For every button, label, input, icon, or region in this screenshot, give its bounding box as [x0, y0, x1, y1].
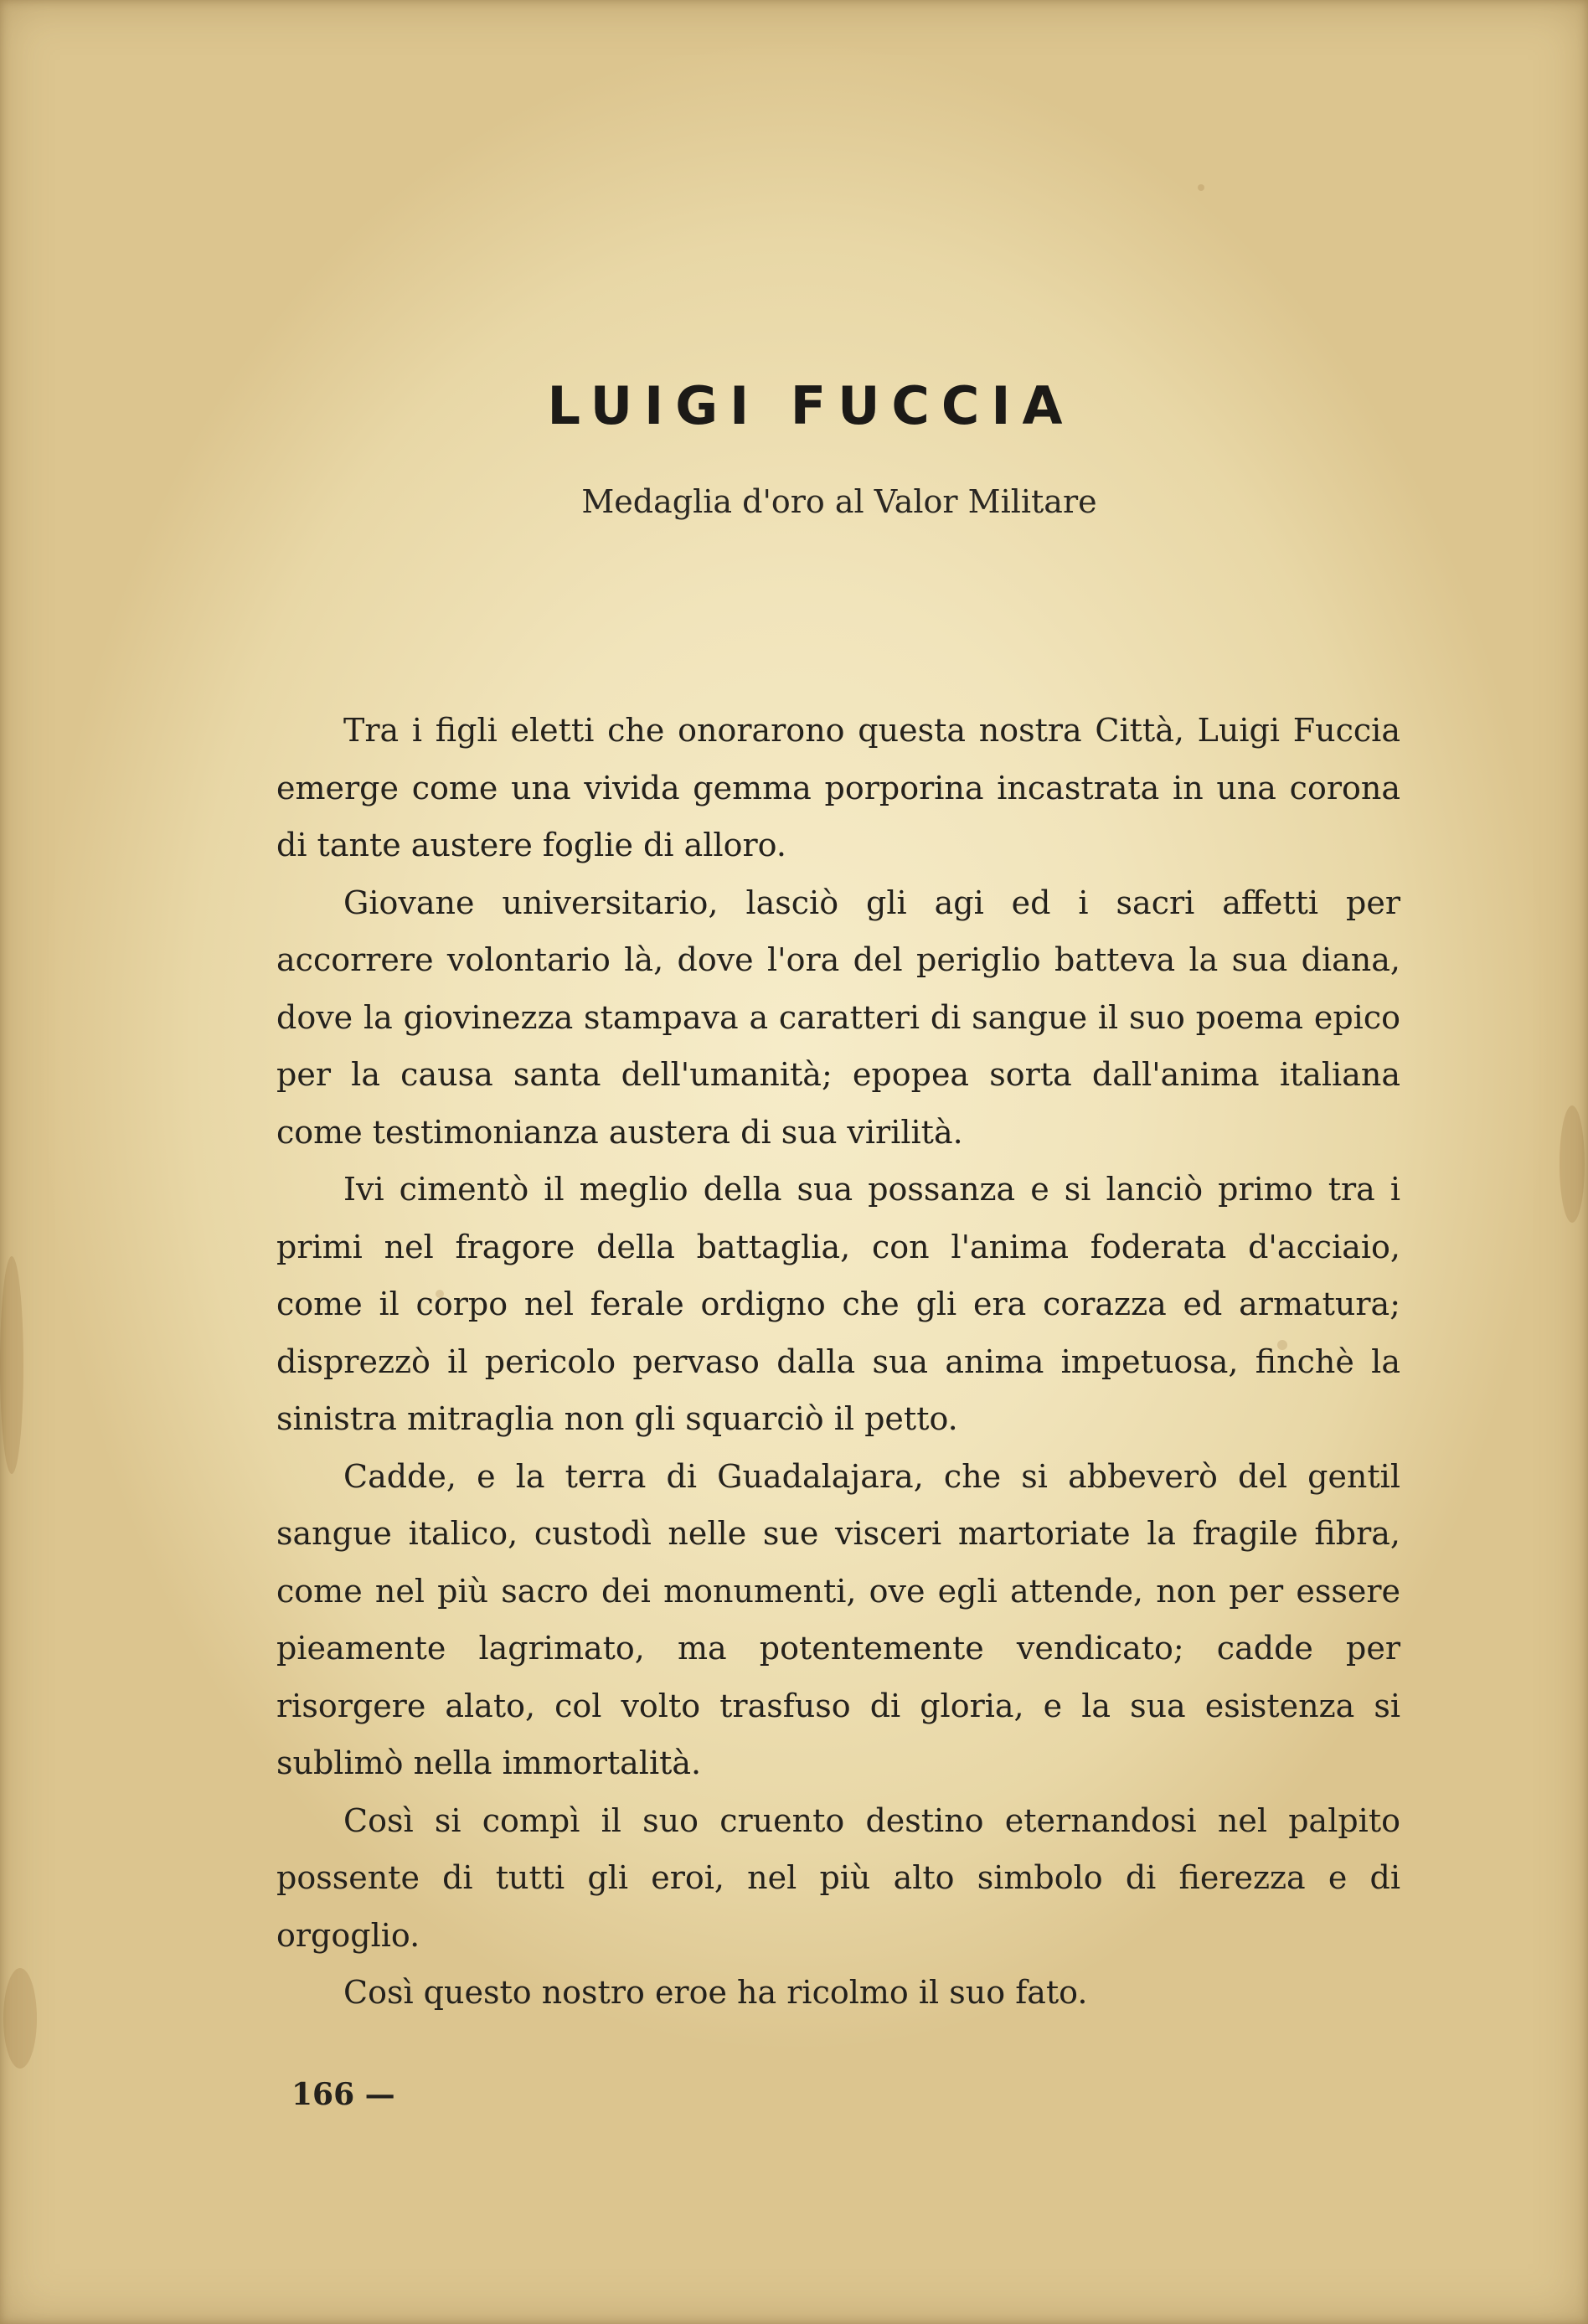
body-text: [276, 702, 1400, 2022]
paragraph: Giovane universitario, lasciò gli agi ed i sacri affetti per accorrere volontario là, dove l'ora del periglio batteva la sua diana, dove la giovinezza stampava a caratteri di sangue il suo poema epico per la causa santa dell'umanità; epopea sorta dall'anima italiana come testimonianza austera di sua virilità.: [276, 884, 1400, 1151]
paragraph: Così si compì il suo cruento destino eternandosi nel palpito possente di tutti gli eroi, nel più alto simbolo di fierezza e di orgoglio.: [276, 1801, 1400, 1954]
stain: [3, 1968, 37, 2069]
page-number: 166 —: [291, 2077, 395, 2112]
stain: [0, 1256, 23, 1474]
paragraph: Ivi cimentò il meglio della sua possanza e si lanciò primo tra i primi nel fragore della battaglia, con l'anima foderata d'acciaio, come il corpo nel ferale ordigno che gli era corazza ed armatura; disprezzò il pericolo pervaso dalla sua anima impetuosa, finchè la sinistra mitraglia non gli squarciò il petto.: [276, 1171, 1400, 1437]
stain: [1560, 1105, 1585, 1223]
paragraph: Tra i figli eletti che onorarono questa nostra Città, Luigi Fuccia emerge come una vivida gemma porporina incastrata in una corona di tante austere foglie di alloro.: [276, 712, 1400, 863]
paragraph: Così questo nostro eroe ha ricolmo il suo fato.: [343, 1974, 1088, 2011]
paragraph: Cadde, e la terra di Guadalajara, che si abbeverò del gentil sangue italico, custodì nelle sue visceri martoriate la fragile fibra, come nel più sacro dei monumenti, ove egli attende, non per essere pieamente lagrimato, ma potentemente vendicato; cadde per risorgere alato, col volto trasfuso di gloria, e la sua esistenza si sublimò nella immortalità.: [276, 1457, 1400, 1781]
stain: [1198, 184, 1204, 191]
page-subtitle: Medaglia d'oro al Valor Militare: [581, 483, 1097, 520]
page-title: LUIGI FUCCIA: [547, 375, 1075, 436]
